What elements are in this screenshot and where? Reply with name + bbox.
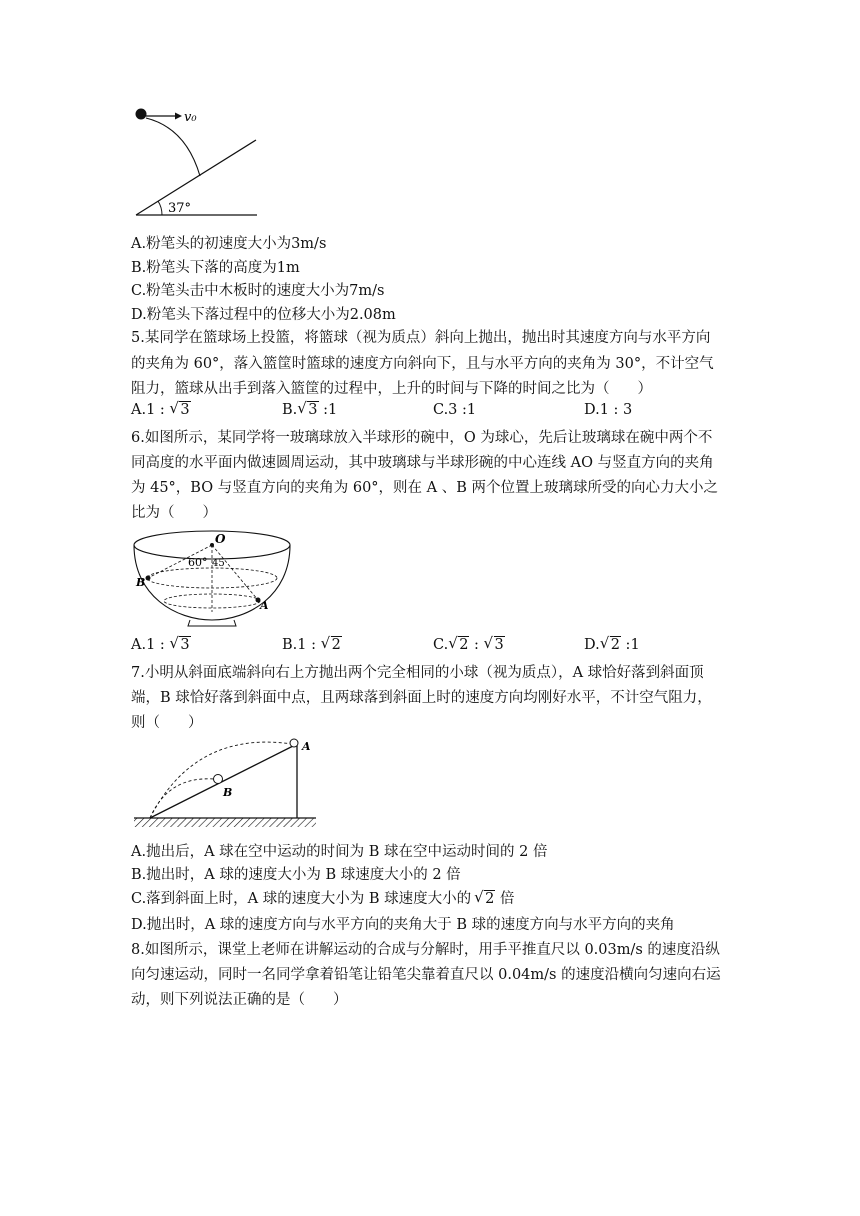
q6-line-2: 同高度的水平面内做速圆周运动，其中玻璃球与半球形碗的中心连线 AO 与竖直方向的夹角 [131,455,714,471]
q7-option-c-radicand: 2 [485,891,495,907]
sqrt-symbol: √ 3 [169,634,190,653]
q6-stem-end: 比为（ [131,505,175,521]
q4-option-b: B.粉笔头下落的高度为1m [131,260,300,276]
q5-option-b-radicand: 3 [308,402,318,418]
sqrt-symbol: √ 3 [483,634,504,653]
sqrt-symbol: √ 2 [320,634,341,653]
q8-stem-end: 动，则下列说法正确的是（ [131,992,305,1008]
q6-option-b-prefix: B.1 : [282,637,321,653]
q7-stem-end: 则（ [131,715,160,731]
q8-paren-close: ） [333,992,348,1008]
q6-line-3: 为 45°，BO 与竖直方向的夹角为 60°，则在 A 、B 两个位置上玻璃球所受的向心力大小之 [131,480,718,496]
q6-option-a-radicand: 3 [180,637,190,653]
q7-paren-close: ） [188,715,203,731]
q4-option-d: D.粉笔头下落过程中的位移大小为2.08m [131,307,396,323]
q5-option-d: D.1 : 3 [584,402,633,418]
q6-option-b-radicand: 2 [331,637,341,653]
trajectory-b [150,779,214,818]
q6-option-d-suffix: :1 [620,637,640,653]
q6-option-c-prefix: C. [433,637,449,653]
q6-paren-close: ） [202,505,217,521]
q8-line-1: 8.如图所示，课堂上老师在讲解运动的合成与分解时，用手平推直尺以 0.03m/s 的速度沿纵 [131,942,720,958]
label-a: A [302,740,311,753]
q5-option-b-prefix: B. [282,402,298,418]
q6-option-c-radicand-1: 2 [459,637,469,653]
q6-option-c-colon: : [469,637,484,653]
q5-stem-end: 阻力，篮球从出手到落入篮筐的过程中，上升的时间与下降的时间之比为（ [131,381,610,397]
q7-option-b: B.抛出时，A 球的速度大小为 B 球速度大小的 2 倍 [131,867,461,883]
ground-hatch [134,818,316,827]
sqrt-symbol: √ 2 [599,634,620,653]
q4-option-a: A.粉笔头的初速度大小为3m/s [131,236,327,252]
q8-line-2: 向匀速运动，同时一名同学拿着铅笔让铅笔尖靠着直尺以 0.04m/s 的速度沿横向匀速向右运 [131,967,721,983]
slope-line [150,744,297,818]
sqrt-symbol: √ 3 [169,399,190,418]
q6-option-a-prefix: A.1 : [131,637,170,653]
q5-line-2: 的夹角为 60°，落入篮筐时篮球的速度方向斜向下，且与水平方向的夹角为 30°，不计空气 [131,356,714,372]
ball-a [290,739,298,747]
label-a: A [260,599,269,612]
q8-line-3 [131,988,348,1009]
label-45: 45 [212,558,225,569]
q7-option-c [131,887,514,908]
ball-b [214,775,223,784]
q4-option-c: C.粉笔头击中木板时的速度大小为7m/s [131,283,385,299]
angle-37-label: 37° [168,201,192,216]
q6-option-d-radicand: 2 [610,637,620,653]
q6-option-d-prefix: D. [584,637,600,653]
sqrt-symbol: √ 3 [297,399,318,418]
sqrt-symbol: √ 2 [448,634,469,653]
sqrt-symbol: √ 2 [474,888,495,907]
q6-option-c-radicand-2: 3 [494,637,504,653]
q7-line-2: 端，B 球恰好落到斜面中点，且两球落到斜面上时的速度方向均刚好水平，不计空气阻力， [131,690,712,706]
q7-option-c-suffix: 倍 [499,891,515,907]
q5-paren-close: ） [637,381,652,397]
q5-option-b-suffix: :1 [318,402,338,418]
q5-line-1: 5.某同学在篮球场上投篮，将篮球（视为质点）斜向上抛出，抛出时其速度方向与水平方向 [131,330,711,346]
q7-option-a: A.抛出后，A 球在空中运动的时间为 B 球在空中运动时间的 2 倍 [131,844,548,860]
q5-option-a-radicand: 3 [180,402,190,418]
q7-line-1: 7.小明从斜面底端斜向右上方抛出两个完全相同的小球（视为质点），A 球恰好落到斜面顶 [131,665,704,681]
label-b: B [223,786,233,799]
q6-line-1: 6.如图所示，某同学将一玻璃球放入半球形的碗中，O 为球心，先后让玻璃球在碗中两个不 [131,430,713,446]
q7-option-c-prefix: C.落到斜面上时，A 球的速度大小为 B 球速度大小的 [131,891,472,907]
v0-label: v₀ [184,110,197,125]
q5-option-a-prefix: A.1 : [131,402,170,418]
label-b: B [136,576,146,589]
q5-option-c: C.3 :1 [433,402,477,418]
q7-option-d: D.抛出时，A 球的速度方向与水平方向的夹角大于 B 球的速度方向与水平方向的夹角 [131,917,675,933]
label-60: 60° [188,556,208,569]
label-o: O [215,532,226,546]
